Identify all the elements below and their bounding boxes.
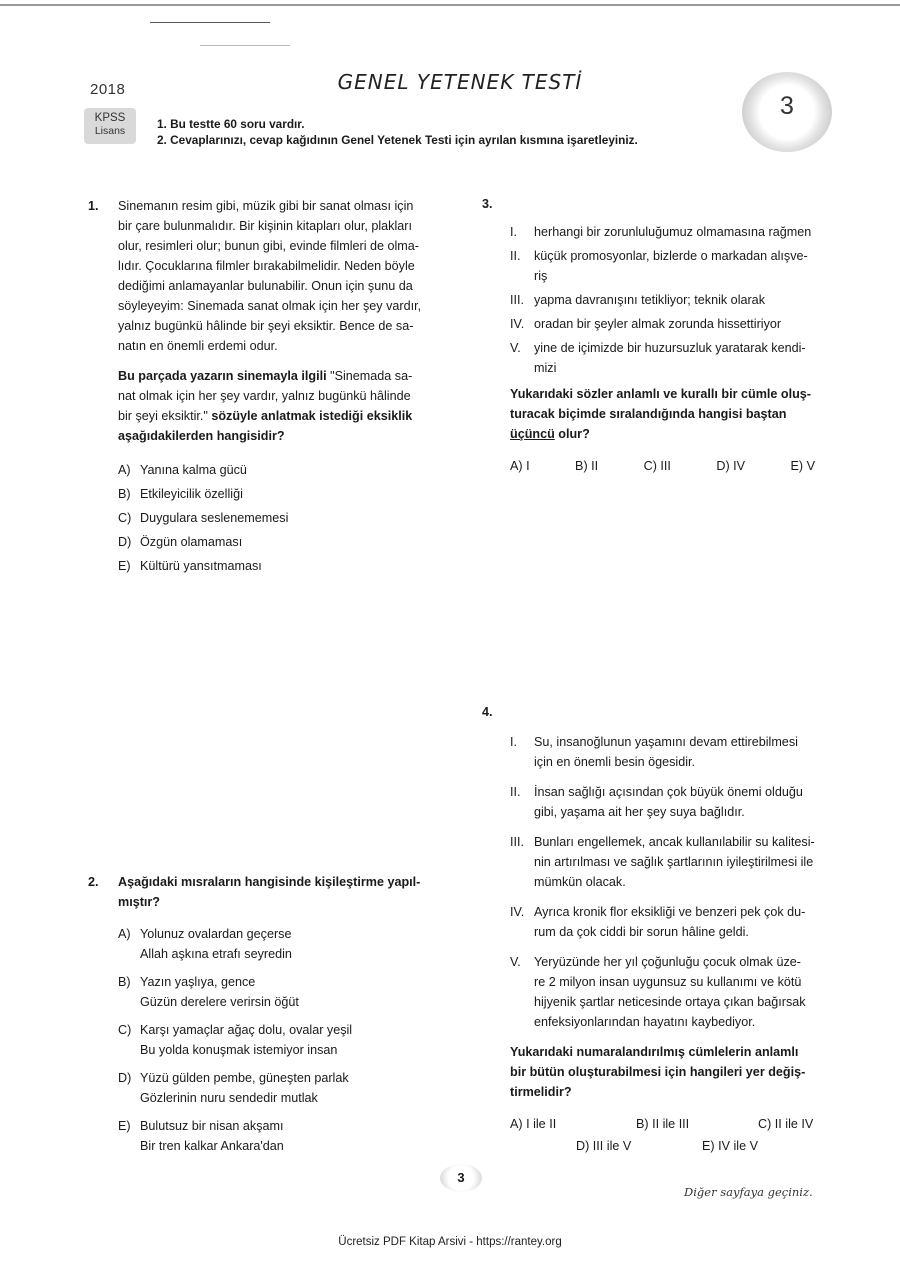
answer-option-a[interactable]: A) I	[510, 459, 530, 473]
question-4-answers	[510, 1114, 840, 1158]
passage-line: dediğimi anlamayanlar bulunabilir. Onun için şunu da	[118, 279, 413, 293]
page-number: 3	[440, 1164, 482, 1192]
badge-kpss: KPSS	[94, 112, 126, 124]
question-1-number: 1.	[88, 199, 99, 213]
passage-line: Sinemanın resim gibi, müzik gibi bir sanat olması için	[118, 199, 414, 213]
answer-option-a[interactable]: A) Yanına kalma gücü	[118, 463, 247, 477]
answer-option-d[interactable]: D) III ile V	[576, 1139, 632, 1153]
answer-option-b[interactable]: B) II ile III	[636, 1117, 690, 1131]
answer-option-b[interactable]: B) II	[575, 459, 599, 473]
stem-text: nat olmak için her şey vardır, yalnız bugünkü hâlinde	[118, 389, 411, 403]
exam-year: 2018	[90, 81, 126, 98]
question-4-number: 4.	[482, 705, 493, 719]
answer-option-a[interactable]: A) I ile II	[510, 1117, 557, 1131]
answer-option-b[interactable]: B) Etkileyicilik özelliği	[118, 487, 243, 501]
stem-bold: Bu parçada yazarın sinemayla ilgili	[118, 369, 327, 383]
roman-item-1: I. Su, insanoğlunun yaşamını devam ettirebilmesi için en önemli besin ögesidir.	[510, 735, 798, 769]
roman-item-4: IV. Ayrıca kronik flor eksikliği ve benzeri pek çok du- rum da çok ciddi bir sorun hâline geldi.	[510, 905, 806, 939]
next-page-note: Diğer sayfaya geçiniz.	[684, 1185, 813, 1199]
stem-text: "Sinemada sa-	[326, 369, 413, 383]
instruction-2: 2. Cevaplarınızı, cevap kağıdının Genel Yetenek Testi için ayrılan kısmına işaretleyiniz.	[157, 133, 638, 147]
passage-line: natın en önemli erdemi odur.	[118, 339, 278, 353]
roman-item-1: I. herhangi bir zorunluluğumuz olmamasına rağmen	[510, 225, 812, 239]
passage-line: lıdır. Çocuklarına filmler bırakabilmelidir. Neden böyle	[118, 259, 415, 273]
instructions	[157, 116, 638, 148]
instruction-1: 1. Bu testte 60 soru vardır.	[157, 117, 305, 131]
answer-option-d[interactable]: D) Özgün olamaması	[118, 535, 243, 549]
stem-text: bir şeyi eksiktir."	[118, 409, 208, 423]
question-3-stem: Yukarıdaki sözler anlamlı ve kurallı bir cümle oluş- turacak biçimde sıralandığında hangisi baştan üçüncü olur?	[510, 387, 811, 441]
question-4	[510, 732, 840, 1158]
roman-item-2: II. İnsan sağlığı açısından çok büyük önemi olduğu gibi, yaşama ait her şey suya bağlıdır.	[510, 785, 803, 819]
exam-badge	[84, 108, 136, 144]
source-footer: Ücretsiz PDF Kitap Arsivi - https://rantey.org	[338, 1236, 562, 1248]
roman-item-3: III. Bunları engellemek, ancak kullanılabilir su kalitesi- nin artırılması ve sağlık şartlarının iyileştirilmesi ile mümkün olacak.	[510, 835, 815, 889]
header-rule-faint	[200, 45, 290, 46]
answer-option-a[interactable]: A) Yolunuz ovalardan geçerse Allah aşkına etrafı seyredin	[118, 927, 292, 961]
passage-line: bir çare bulunmalıdır. Bir kişinin kitapları olur, plakları	[118, 219, 412, 233]
roman-item-5: V. yine de içimizde bir huzursuzluk yaratarak kendi- mizi	[510, 341, 806, 375]
answer-option-c[interactable]: C) Duygulara seslenememesi	[118, 511, 289, 525]
answer-option-c[interactable]: C) III	[643, 459, 671, 473]
badge-lisans: Lisans	[94, 125, 126, 137]
roman-item-5: V. Yeryüzünde her yıl çoğunluğu çocuk olmak üze- re 2 milyon insan uygunsuz su kullanımı ve kötü hijyenik şartlar neticesinde ortaya çıkan bağırsak enfeksiyonlarından hayatını kaybediyor.	[510, 955, 806, 1029]
answer-option-e[interactable]: E) IV ile V	[702, 1139, 758, 1153]
page-title: GENEL YETENEK TESTİ	[337, 70, 583, 94]
question-2-number: 2.	[88, 875, 99, 889]
question-3	[510, 222, 840, 476]
stem-bold: aşağıdakilerden hangisidir?	[118, 429, 285, 443]
underlined-word: üçüncü	[510, 427, 555, 441]
roman-item-2: II. küçük promosyonlar, bizlerde o markadan alışve- riş	[510, 249, 808, 283]
question-2	[118, 872, 453, 1164]
question-3-number: 3.	[482, 197, 493, 211]
question-2-stem: Aşağıdaki mısraların hangisinde kişileştirme yapıl- mıştır?	[118, 875, 421, 909]
passage-line: söyleyeyim: Sinemada sanat olmak için her şey vardır,	[118, 299, 422, 313]
answer-option-e[interactable]: E) Bulutsuz bir nisan akşamı Bir tren kalkar Ankara'dan	[118, 1119, 284, 1153]
header-rule	[150, 22, 270, 23]
answer-option-d[interactable]: D) Yüzü gülden pembe, güneşten parlak Gözlerinin nuru sendedir mutlak	[118, 1071, 349, 1105]
question-3-items	[510, 222, 840, 378]
answer-option-b[interactable]: B) Yazın yaşlıya, gence Güzün derelere verirsin öğüt	[118, 975, 299, 1009]
question-1-passage	[118, 196, 453, 356]
question-4-items	[510, 732, 840, 1032]
roman-item-4: IV. oradan bir şeyler almak zorunda hissettiriyor	[510, 317, 782, 331]
answer-option-e[interactable]: E) Kültürü yansıtmaması	[118, 559, 262, 573]
test-number: 3	[780, 92, 794, 120]
stem-bold: sözüyle anlatmak istediği eksiklik	[207, 409, 413, 423]
answer-option-d[interactable]: D) IV	[716, 459, 746, 473]
answer-option-e[interactable]: E) V	[790, 459, 815, 473]
question-3-answers	[510, 456, 815, 476]
answer-option-c[interactable]: C) Karşı yamaçlar ağaç dolu, ovalar yeşil Bu yolda konuşmak istemiyor insan	[118, 1023, 353, 1057]
question-1-options	[118, 460, 453, 576]
question-4-stem: Yukarıdaki numaralandırılmış cümlelerin anlamlı bir bütün oluşturabilmesi için hangileri yer değiş- tirmelidir?	[510, 1045, 806, 1099]
passage-line: yalnız bugünkü hâlinde bir şeyi eksiktir. Bence de sa-	[118, 319, 414, 333]
question-1-stem	[118, 366, 453, 446]
passage-line: olur, resimleri olur; bunun gibi, evinde filmleri de olma-	[118, 239, 419, 253]
roman-item-3: III. yapma davranışını tetikliyor; teknik olarak	[510, 293, 765, 307]
top-scan-line	[0, 4, 900, 6]
question-1	[118, 196, 453, 580]
answer-option-c[interactable]: C) II ile IV	[758, 1117, 814, 1131]
